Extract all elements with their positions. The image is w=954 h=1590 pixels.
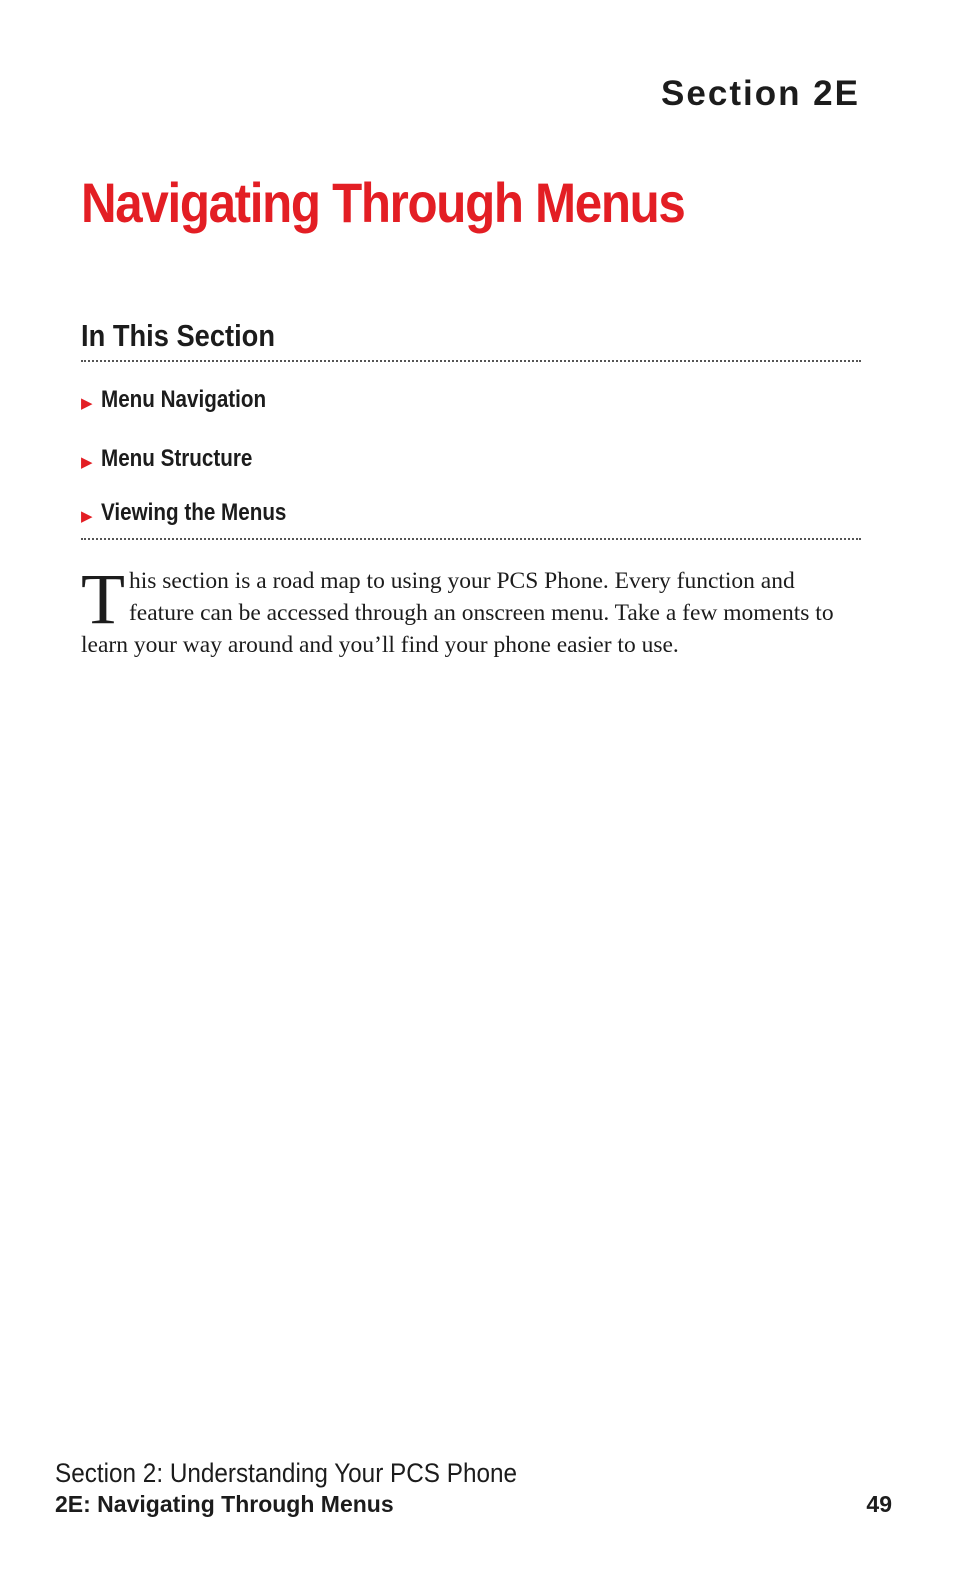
toc-top-divider — [81, 360, 861, 362]
footer-chapter-title: 2E: Navigating Through Menus — [55, 1491, 394, 1517]
section-label: Section 2E — [661, 74, 860, 113]
triangle-right-icon: ▶ — [81, 453, 93, 471]
toc-item-label: Menu Navigation — [101, 385, 267, 413]
toc-item-label: Menu Structure — [101, 444, 253, 472]
footer-section-title: Section 2: Understanding Your PCS Phone — [55, 1458, 518, 1488]
triangle-right-icon: ▶ — [81, 394, 93, 412]
intro-text: his section is a road map to using your PCS Phone. Every function and feature can be accessed through an onscreen menu. Take a few moments to learn your way around and you’ll find your phone easier to use. — [81, 568, 834, 658]
toc-item-menu-structure[interactable] — [81, 429, 861, 488]
toc-item-viewing-the-menus[interactable] — [81, 488, 861, 538]
in-this-section — [81, 318, 861, 540]
toc-heading: In This Section — [81, 318, 276, 353]
toc-item-label: Viewing the Menus — [101, 499, 287, 526]
page-number: 49 — [866, 1491, 892, 1517]
drop-cap: T — [81, 559, 125, 639]
intro-paragraph — [81, 559, 861, 661]
footer-row — [55, 1491, 892, 1518]
page-footer — [55, 1458, 892, 1518]
toc-item-menu-navigation[interactable] — [81, 370, 861, 429]
toc-list — [81, 370, 861, 538]
triangle-right-icon: ▶ — [81, 508, 93, 525]
toc-bottom-divider — [81, 538, 861, 540]
page-title: Navigating Through Menus — [81, 171, 685, 234]
